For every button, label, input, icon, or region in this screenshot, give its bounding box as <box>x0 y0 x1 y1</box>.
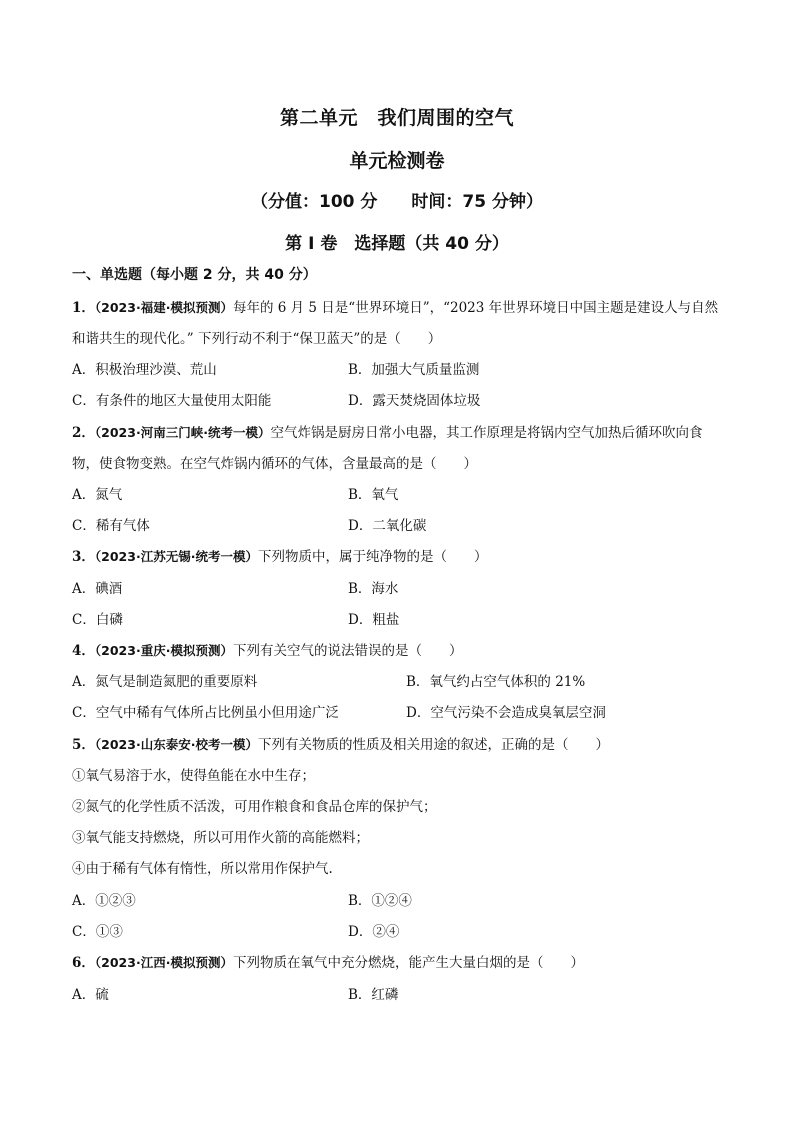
question-number: 5． <box>72 737 95 753</box>
question-number: 2． <box>72 425 95 441</box>
option-b: B．①②④ <box>348 893 412 909</box>
option-a: A．①②③ <box>72 893 136 909</box>
option-d: D．露天焚烧固体垃圾 <box>348 393 481 409</box>
option-a: A．氮气 <box>72 487 123 503</box>
question-6-line-1 <box>72 954 584 972</box>
question-source: （2023·重庆·模拟预测） <box>94 643 233 658</box>
part-heading: 第 I 卷 选择题（共 40 分） <box>285 234 509 254</box>
unit-subtitle: 单元检测卷 <box>349 150 445 172</box>
question-number: 3． <box>72 549 95 565</box>
statement-2: ②氮气的化学性质不活泼，可用作粮食和食品仓库的保护气； <box>72 799 437 815</box>
question-source: （2023·山东泰安·校考一模） <box>94 737 258 752</box>
option-b: B．加强大气质量监测 <box>348 362 480 378</box>
option-c: C．稀有气体 <box>72 518 150 534</box>
question-source: （2023·河南三门峡·统考一模） <box>94 425 271 440</box>
statement-3: ③氧气能支持燃烧，所以可用作火箭的高能燃料； <box>72 830 369 846</box>
option-a: A．积极治理沙漠、荒山 <box>72 362 217 378</box>
question-1-line-2: 和谐共生的现代化。” 下列行动不利于“保卫蓝天”的是（ ） <box>72 331 442 347</box>
option-a: A．硫 <box>72 987 109 1003</box>
question-source: （2023·江西·模拟预测） <box>94 955 233 970</box>
option-c: C．白磷 <box>72 612 123 628</box>
question-1-line-1 <box>72 299 718 317</box>
question-source: （2023·江苏无锡·统考一模） <box>94 549 258 564</box>
question-4-line-1 <box>72 642 462 660</box>
unit-title: 第二单元 我们周围的空气 <box>279 107 514 129</box>
statement-1: ①氧气易溶于水，使得鱼能在水中生存； <box>72 768 315 784</box>
option-b: B．红磷 <box>348 987 399 1003</box>
question-3-line-1 <box>72 548 487 566</box>
question-2-line-1 <box>72 424 702 442</box>
question-2-line-2: 物，使食物变熟。在空气炸锅内循环的气体，含量最高的是（ ） <box>72 456 477 472</box>
option-c: C．①③ <box>72 924 123 940</box>
question-source: （2023·福建·模拟预测） <box>94 300 233 315</box>
question-text: 下列物质中，属于纯净物的是（ ） <box>257 549 488 565</box>
option-c: C．有条件的地区大量使用太阳能 <box>72 393 272 409</box>
option-d: D．粗盐 <box>348 612 400 628</box>
question-text: 下列物质在氧气中充分燃烧，能产生大量白烟的是（ ） <box>232 955 584 971</box>
question-number: 1． <box>72 300 95 316</box>
option-a: A．氮气是制造氮肥的重要原料 <box>72 674 258 690</box>
option-a: A．碘酒 <box>72 581 123 597</box>
option-b: B．氧气约占空气体积的 21% <box>406 674 586 690</box>
option-d: D．②④ <box>348 924 400 940</box>
option-c: C．空气中稀有气体所占比例虽小但用途广泛 <box>72 705 339 721</box>
section-heading: 一、单选题（每小题 2 分，共 40 分） <box>72 267 317 283</box>
question-number: 6． <box>72 955 95 971</box>
score-time-info: （分值：100 分 时间：75 分钟） <box>251 192 543 212</box>
question-5-line-1 <box>72 736 609 754</box>
option-d: D．空气污染不会造成臭氧层空洞 <box>406 705 606 721</box>
option-d: D．二氧化碳 <box>348 518 427 534</box>
option-b: B．氧气 <box>348 487 399 503</box>
question-text: 每年的 6 月 5 日是“世界环境日”，“2023 年世界环境日中国主题是建设人与自然 <box>232 300 719 316</box>
question-text: 下列有关空气的说法错误的是（ ） <box>232 643 463 659</box>
question-text: 下列有关物质的性质及相关用途的叙述，正确的是（ ） <box>257 737 609 753</box>
statement-4: ④由于稀有气体有惰性，所以常用作保护气. <box>72 861 333 877</box>
question-text: 空气炸锅是厨房日常小电器，其工作原理是将锅内空气加热后循环吹向食 <box>270 425 703 441</box>
question-number: 4． <box>72 643 95 659</box>
option-b: B．海水 <box>348 581 399 597</box>
